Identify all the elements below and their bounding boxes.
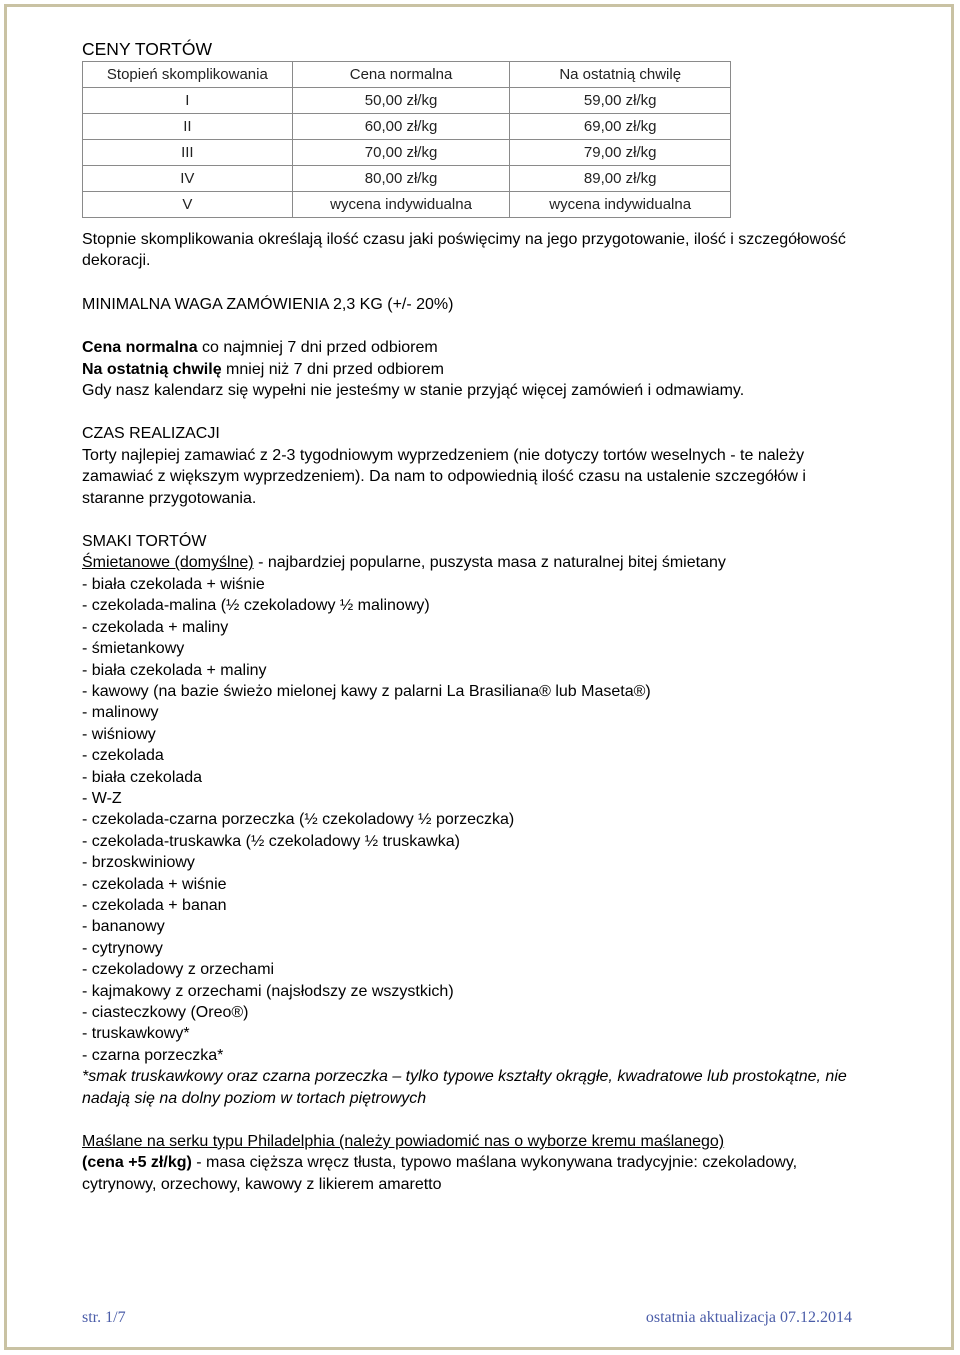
flavor-item: - czarna porzeczka* [82, 1046, 224, 1064]
table-cell: 70,00 zł/kg [292, 140, 510, 166]
table-cell: I [83, 88, 293, 114]
table-cell: II [83, 114, 293, 140]
flavor-item: - śmietankowy [82, 640, 185, 658]
table-cell: III [83, 140, 293, 166]
page-number: str. 1/7 [82, 1309, 126, 1326]
flavor-item: - cytrynowy [82, 939, 163, 957]
complexity-note: Stopnie skomplikowania określają ilość czasu jaki poświęcimy na jego przygotowanie, ilość i szczegółowość dekoracji. [82, 231, 846, 270]
table-header-row [83, 62, 731, 88]
flavors-heading: SMAKI TORTÓW [82, 533, 207, 551]
header-cell: Cena normalna [292, 62, 510, 88]
butter-desc: - masa cięższa wręcz tłusta, typowo maślana wykonywana tradycyjnie: czekoladowy, cytrynowy, orzechowy, kawowy z likierem amaretto [82, 1154, 798, 1193]
flavor-item: - biała czekolada [82, 768, 203, 786]
last-updated: ostatnia aktualizacja 07.12.2014 [645, 1309, 852, 1326]
flavor-item: - kawowy (na bazie świeżo mielonej kawy z palarni La Brasiliana® lub Maseta®) [82, 682, 651, 700]
table-cell: IV [83, 166, 293, 192]
table-row [83, 88, 731, 114]
flavor-item: - czekolada-czarna porzeczka (½ czekoladowy ½ porzeczka) [82, 811, 515, 829]
table-row [83, 192, 731, 218]
flavor-item: - truskawkowy* [82, 1025, 190, 1043]
flavor-item: - W-Z [82, 789, 122, 807]
butter-text [82, 1152, 872, 1195]
flavor-item: - biała czekolada + maliny [82, 661, 267, 679]
flavor-item: - malinowy [82, 704, 159, 722]
table-row [83, 114, 731, 140]
table-row [83, 166, 731, 192]
normal-price-line [82, 337, 872, 358]
flavor-item: - czekolada [82, 747, 164, 765]
last-minute-label: Na ostatnią chwilę [82, 360, 222, 378]
calendar-note: Gdy nasz kalendarz się wypełni nie jesteśmy w stanie przyjąć więcej zamówień i odmawiamy. [82, 382, 745, 400]
table-cell: 60,00 zł/kg [292, 114, 510, 140]
table-cell: wycena indywidualna [510, 192, 731, 218]
last-minute-text: mniej niż 7 dni przed odbiorem [221, 360, 444, 378]
document-body [82, 38, 872, 1195]
butter-section [82, 1131, 872, 1195]
flavor-item: - czekolada-truskawka (½ czekoladowy ½ truskawka) [82, 832, 460, 850]
table-cell: 79,00 zł/kg [510, 140, 731, 166]
table-cell: 59,00 zł/kg [510, 88, 731, 114]
normal-price-text: co najmniej 7 dni przed odbiorem [197, 339, 438, 357]
flavor-item: - kajmakowy z orzechami (najsłodszy ze wszystkich) [82, 982, 454, 1000]
cream-desc: - najbardziej popularne, puszysta masa z naturalnej bitej śmietany [253, 554, 726, 572]
flavor-item: - czekolada + maliny [82, 618, 229, 636]
realization-section [82, 423, 872, 509]
flavor-item: - czekolada + wiśnie [82, 875, 227, 893]
flavors-section [82, 531, 872, 1109]
table-cell: 89,00 zł/kg [510, 166, 731, 192]
header-cell: Stopień skomplikowania [83, 62, 293, 88]
table-cell: V [83, 192, 293, 218]
table-cell: 69,00 zł/kg [510, 114, 731, 140]
flavor-item: - biała czekolada + wiśnie [82, 575, 265, 593]
butter-label: Maślane na serku typu Philadelphia (należy powiadomić nas o wyborze kremu maślanego) [82, 1133, 725, 1151]
realization-heading: CZAS REALIZACJI [82, 425, 220, 443]
flavor-item: - brzoskwiniowy [82, 854, 195, 872]
table-cell: 50,00 zł/kg [292, 88, 510, 114]
price-table [82, 61, 731, 218]
page-title: CENY TORTÓW [82, 39, 212, 59]
table-row [83, 140, 731, 166]
table-cell: 80,00 zł/kg [292, 166, 510, 192]
flavor-item: - ciasteczkowy (Oreo®) [82, 1004, 249, 1021]
flavor-item: - czekolada-malina (½ czekoladowy ½ malinowy) [82, 597, 430, 615]
cream-label: Śmietanowe (domyślne) [82, 554, 254, 572]
normal-price-label: Cena normalna [82, 339, 198, 357]
flavor-item: - wiśniowy [82, 725, 156, 743]
last-minute-line [82, 359, 872, 380]
min-weight-heading: MINIMALNA WAGA ZAMÓWIENIA 2,3 KG (+/- 20%) [82, 295, 454, 313]
header-cell: Na ostatnią chwilę [510, 62, 731, 88]
flavor-list [82, 574, 872, 1066]
pricing-info [82, 337, 872, 401]
flavor-item: - bananowy [82, 918, 165, 936]
table-cell: wycena indywidualna [292, 192, 510, 218]
flavor-item: - czekolada + banan [82, 896, 227, 914]
butter-price: (cena +5 zł/kg) [82, 1154, 192, 1172]
realization-text: Torty najlepiej zamawiać z 2-3 tygodniowym wyprzedzeniem (nie dotyczy tortów weselnych - te należy zamawiać z większym wyprzedzeniem). Da nam to odpowiednią ilość czasu na ustalenie szczegółów i staranne przygotowania. [82, 446, 806, 507]
cream-line [82, 552, 872, 573]
flavor-item: - czekoladowy z orzechami [82, 961, 275, 979]
flavor-footnote: *smak truskawkowy oraz czarna porzeczka – tylko typowe kształty okrągłe, kwadratowe lub prostokątne, nie nadają się na dolny poziom w tortach piętrowych [82, 1068, 847, 1107]
